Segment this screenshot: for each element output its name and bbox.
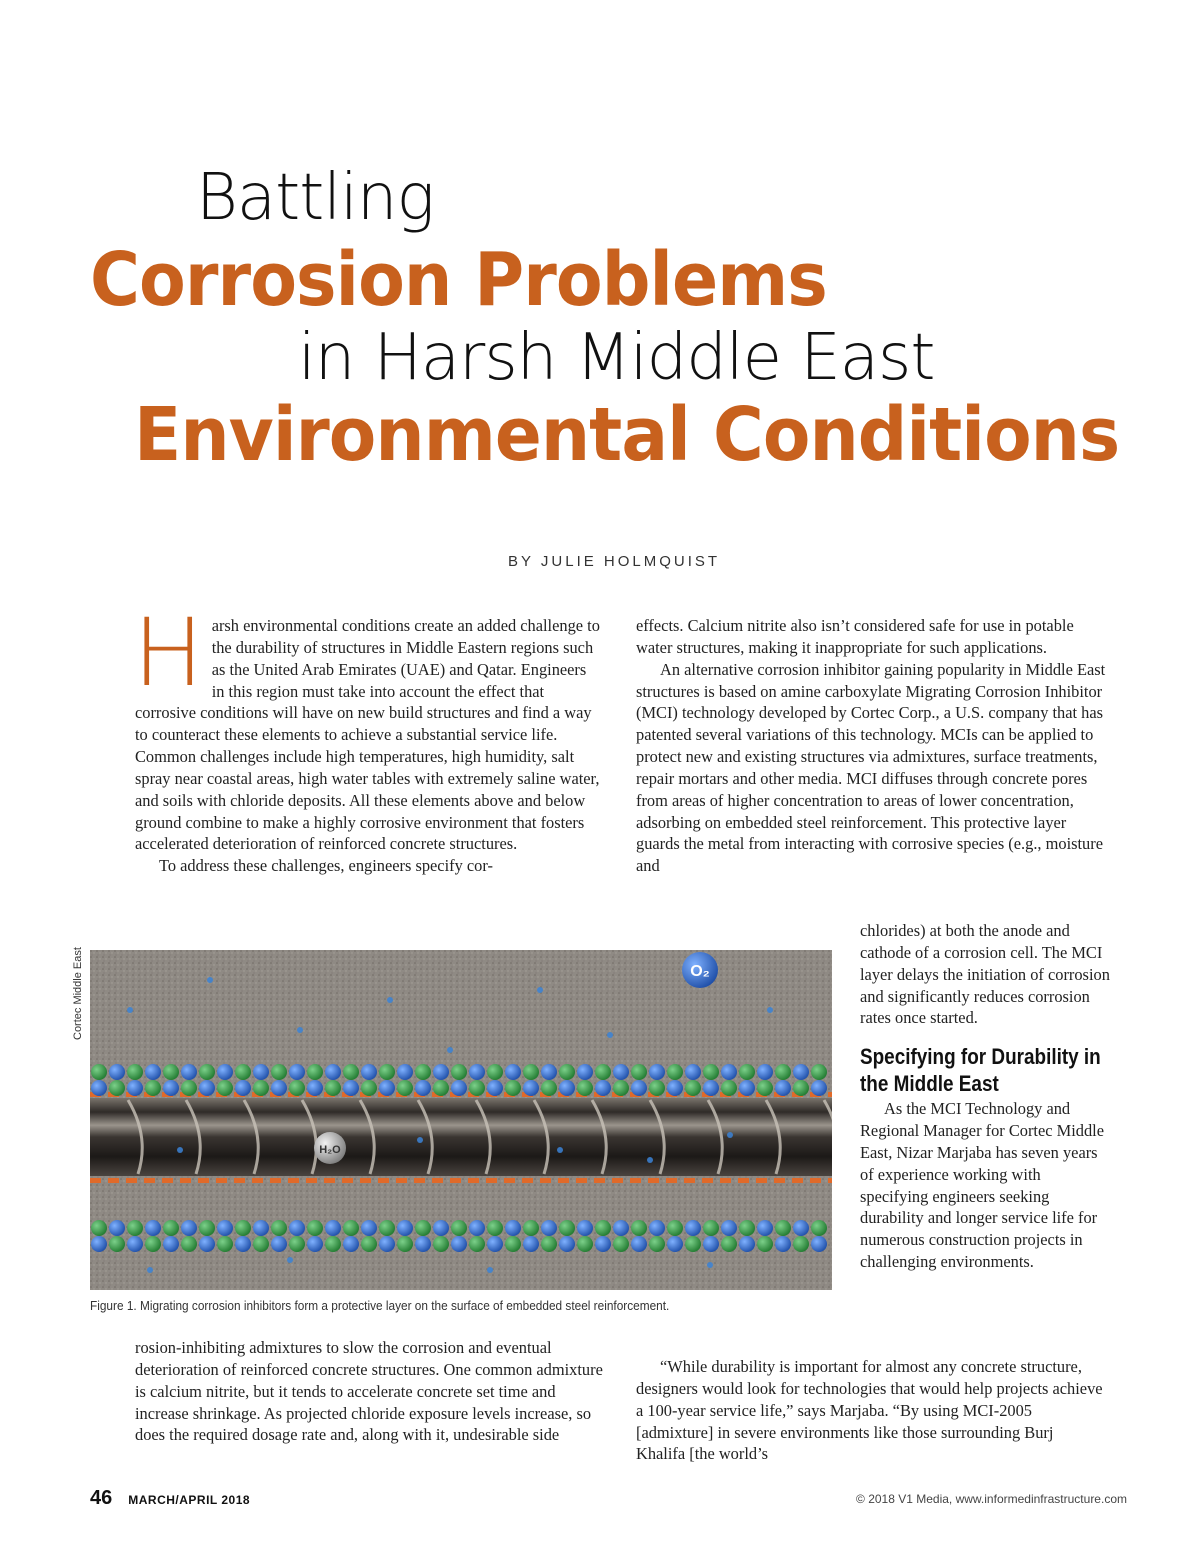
inhibitor-molecule — [361, 1220, 377, 1236]
inhibitor-bar — [720, 1178, 731, 1183]
column-right-narrow — [860, 920, 1110, 1273]
headline-line-battling: Battling — [196, 161, 434, 235]
inhibitor-bar — [216, 1178, 227, 1183]
inhibitor-molecule — [631, 1080, 647, 1096]
byline: BY JULIE HOLMQUIST — [508, 553, 721, 570]
inhibitor-bar — [522, 1178, 533, 1183]
inhibitor-molecule — [757, 1064, 773, 1080]
inhibitor-bar — [774, 1178, 785, 1183]
inhibitor-molecule — [631, 1064, 647, 1080]
inhibitor-molecule — [523, 1080, 539, 1096]
inhibitor-molecule — [199, 1064, 215, 1080]
inhibitor-molecule — [613, 1220, 629, 1236]
inhibitor-bar — [414, 1178, 425, 1183]
inhibitor-molecule — [775, 1080, 791, 1096]
inhibitor-molecule — [613, 1236, 629, 1252]
free-molecule — [707, 1262, 713, 1268]
inhibitor-bar — [468, 1178, 479, 1183]
inhibitor-molecule — [397, 1064, 413, 1080]
inhibitor-molecule — [667, 1080, 683, 1096]
inhibitor-molecule — [145, 1236, 161, 1252]
inhibitor-molecule — [703, 1064, 719, 1080]
section-subhead: Specifying for Durability in the Middle East — [860, 1044, 1101, 1097]
inhibitor-molecule — [343, 1236, 359, 1252]
inhibitor-molecule — [271, 1080, 287, 1096]
inhibitor-molecule — [235, 1080, 251, 1096]
inhibitor-molecule — [721, 1064, 737, 1080]
page-number: 46 — [90, 1487, 113, 1509]
inhibitor-molecule — [739, 1220, 755, 1236]
inhibitor-molecule — [667, 1220, 683, 1236]
inhibitor-molecule — [487, 1080, 503, 1096]
inhibitor-molecule — [397, 1236, 413, 1252]
inhibitor-molecule — [343, 1080, 359, 1096]
inhibitor-molecule — [541, 1080, 557, 1096]
inhibitor-bar — [486, 1178, 497, 1183]
inhibitor-molecule — [109, 1080, 125, 1096]
inhibitor-molecule — [559, 1220, 575, 1236]
inhibitor-molecule — [325, 1080, 341, 1096]
inhibitor-bar — [396, 1178, 407, 1183]
inhibitor-bar — [360, 1178, 371, 1183]
inhibitor-molecule — [793, 1080, 809, 1096]
paragraph-text: arsh environmental conditions create an added challenge to the durability of structures in Middle Eastern regions such as the United Arab Emirates (UAE) and Qatar. Engineers in this region must take into account the effect that corrosive conditions will have on new build structures and find a way to counteract these elements to achieve a substantial service life. Common challenges include high temperatures, high humidity, salt spray near coastal areas, high water tables with extremely saline water, and soils with chloride deposits. All these elements above and below ground combine to make a highly corrosive environment that fosters accelerated deterioration of reinforced concrete structures. — [135, 616, 600, 854]
inhibitor-bar — [108, 1178, 119, 1183]
inhibitor-molecule — [631, 1220, 647, 1236]
inhibitor-bar — [180, 1178, 191, 1183]
inhibitor-bar — [288, 1178, 299, 1183]
inhibitor-molecule — [505, 1220, 521, 1236]
inhibitor-molecule — [289, 1064, 305, 1080]
inhibitor-bar — [126, 1178, 137, 1183]
inhibitor-molecule — [181, 1064, 197, 1080]
inhibitor-molecule — [235, 1220, 251, 1236]
body-paragraph: An alternative corrosion inhibitor gaining popularity in Middle East structures is based on amine carboxylate Migrating Corrosion Inhibitor (MCI) technology developed by Cortec Corp., a U.S. company that has patented several variations of this technology. MCIs can be applied to protect new and existing structures via admixtures, surface treatments, repair mortars and other media. MCI diffuses through concrete pores from areas of higher concentration to areas of lower concentration, adsorbing on embedded steel reinforcement. This protective layer guards the metal from interacting with corrosive species (e.g., moisture and — [636, 659, 1106, 876]
inhibitor-molecule — [685, 1236, 701, 1252]
inhibitor-molecule — [379, 1220, 395, 1236]
inhibitor-molecule — [505, 1236, 521, 1252]
inhibitor-molecule — [253, 1064, 269, 1080]
page-folio — [90, 1487, 250, 1510]
inhibitor-molecule — [271, 1220, 287, 1236]
column-right-top — [636, 615, 1106, 877]
oxygen-molecule — [682, 952, 718, 988]
issue-date: MARCH/APRIL 2018 — [128, 1493, 251, 1507]
inhibitor-molecule — [775, 1064, 791, 1080]
inhibitor-molecule — [721, 1220, 737, 1236]
inhibitor-molecule — [685, 1080, 701, 1096]
inhibitor-molecule — [217, 1236, 233, 1252]
inhibitor-molecule — [811, 1236, 827, 1252]
column-right-bottom — [636, 1356, 1106, 1465]
inhibitor-molecule — [685, 1220, 701, 1236]
inhibitor-bar — [684, 1178, 695, 1183]
inhibitor-molecule — [181, 1236, 197, 1252]
inhibitor-molecule — [577, 1236, 593, 1252]
inhibitor-molecule — [415, 1236, 431, 1252]
inhibitor-bar — [828, 1178, 832, 1183]
column-left-bottom — [135, 1337, 605, 1446]
inhibitor-molecule — [127, 1080, 143, 1096]
inhibitor-molecule — [253, 1220, 269, 1236]
inhibitor-bar — [342, 1178, 353, 1183]
free-molecule — [287, 1257, 293, 1263]
free-molecule — [207, 977, 213, 983]
body-paragraph: To address these challenges, engineers specify cor- — [159, 856, 493, 876]
free-molecule — [607, 1032, 613, 1038]
inhibitor-molecule — [217, 1064, 233, 1080]
inhibitor-molecule — [109, 1220, 125, 1236]
inhibitor-molecule — [541, 1236, 557, 1252]
inhibitor-bar — [666, 1178, 677, 1183]
inhibitor-molecule — [757, 1220, 773, 1236]
inhibitor-molecule — [379, 1236, 395, 1252]
inhibitor-molecule — [451, 1236, 467, 1252]
inhibitor-molecule — [109, 1064, 125, 1080]
inhibitor-molecule — [361, 1080, 377, 1096]
inhibitor-bar — [270, 1178, 281, 1183]
inhibitor-molecule — [703, 1220, 719, 1236]
free-molecule — [147, 1267, 153, 1273]
inhibitor-molecule — [307, 1064, 323, 1080]
headline-line-harsh-middle-east: in Harsh Middle East — [298, 321, 935, 395]
inhibitor-molecule — [307, 1220, 323, 1236]
inhibitor-molecule — [703, 1080, 719, 1096]
inhibitor-molecule — [433, 1080, 449, 1096]
body-paragraph: “While durability is important for almost any concrete structure, designers would look for technologies that would help projects achieve a 100-year service life,” says Marjaba. “By using MCI-2005 [admixture] in severe environments like those surrounding Burj Khalifa [the world’s — [636, 1357, 1103, 1464]
inhibitor-bar — [738, 1178, 749, 1183]
inhibitor-molecule — [811, 1220, 827, 1236]
inhibitor-molecule — [361, 1064, 377, 1080]
inhibitor-molecule — [433, 1236, 449, 1252]
inhibitor-bar — [162, 1178, 173, 1183]
figure-caption: Figure 1. Migrating corrosion inhibitors form a protective layer on the surface of embedded steel reinforcement. — [90, 1298, 670, 1313]
inhibitor-molecule — [595, 1236, 611, 1252]
inhibitor-molecule — [487, 1220, 503, 1236]
inhibitor-molecule — [433, 1220, 449, 1236]
inhibitor-molecule — [145, 1064, 161, 1080]
inhibitor-molecule — [235, 1236, 251, 1252]
free-molecule — [557, 1147, 563, 1153]
inhibitor-molecule — [343, 1064, 359, 1080]
inhibitor-bar — [234, 1178, 245, 1183]
inhibitor-bar — [144, 1178, 155, 1183]
inhibitor-molecule — [523, 1236, 539, 1252]
inhibitor-molecule — [775, 1236, 791, 1252]
free-molecule — [387, 997, 393, 1003]
inhibitor-bar — [648, 1178, 659, 1183]
inhibitor-molecule — [505, 1064, 521, 1080]
drop-cap: H — [133, 599, 204, 708]
inhibitor-molecule — [703, 1236, 719, 1252]
inhibitor-molecule — [163, 1220, 179, 1236]
inhibitor-molecule — [271, 1236, 287, 1252]
inhibitor-bar — [630, 1178, 641, 1183]
inhibitor-molecule — [595, 1064, 611, 1080]
inhibitor-molecule — [793, 1236, 809, 1252]
inhibitor-molecule — [505, 1080, 521, 1096]
inhibitor-molecule — [163, 1236, 179, 1252]
inhibitor-molecule — [325, 1064, 341, 1080]
inhibitor-molecule — [739, 1236, 755, 1252]
inhibitor-molecule — [577, 1064, 593, 1080]
inhibitor-molecule — [775, 1220, 791, 1236]
inhibitor-bar — [198, 1178, 209, 1183]
inhibitor-molecule — [91, 1220, 107, 1236]
inhibitor-molecule — [415, 1220, 431, 1236]
inhibitor-bar — [828, 1092, 832, 1097]
inhibitor-molecule — [577, 1080, 593, 1096]
inhibitor-molecule — [541, 1220, 557, 1236]
body-paragraph: chlorides) at both the anode and cathode of a corrosion cell. The MCI layer delays the initiation of corrosion and significantly reduces corrosion rates once started. — [860, 921, 1110, 1028]
inhibitor-molecule — [523, 1064, 539, 1080]
inhibitor-molecule — [343, 1220, 359, 1236]
inhibitor-molecule — [721, 1236, 737, 1252]
copyright-line: © 2018 V1 Media, www.informedinfrastructure.com — [856, 1492, 1127, 1506]
inhibitor-molecule — [127, 1236, 143, 1252]
free-molecule — [417, 1137, 423, 1143]
inhibitor-molecule — [667, 1236, 683, 1252]
inhibitor-molecule — [253, 1080, 269, 1096]
inhibitor-molecule — [739, 1080, 755, 1096]
body-paragraph: effects. Calcium nitrite also isn’t considered safe for use in potable water structures, making it inappropriate for such applications. — [636, 616, 1074, 657]
free-molecule — [647, 1157, 653, 1163]
free-molecule — [727, 1132, 733, 1138]
free-molecule — [177, 1147, 183, 1153]
inhibitor-bar — [306, 1178, 317, 1183]
inhibitor-molecule — [649, 1236, 665, 1252]
inhibitor-molecule — [325, 1220, 341, 1236]
inhibitor-molecule — [649, 1080, 665, 1096]
inhibitor-molecule — [595, 1220, 611, 1236]
water-molecule — [314, 1132, 346, 1164]
inhibitor-molecule — [181, 1080, 197, 1096]
inhibitor-molecule — [289, 1080, 305, 1096]
inhibitor-molecule — [469, 1220, 485, 1236]
inhibitor-molecule — [145, 1080, 161, 1096]
inhibitor-molecule — [415, 1080, 431, 1096]
inhibitor-molecule — [793, 1064, 809, 1080]
inhibitor-bar — [594, 1178, 605, 1183]
inhibitor-molecule — [145, 1220, 161, 1236]
inhibitor-molecule — [811, 1080, 827, 1096]
inhibitor-molecule — [685, 1064, 701, 1080]
free-molecule — [447, 1047, 453, 1053]
inhibitor-molecule — [379, 1080, 395, 1096]
inhibitor-bar — [558, 1178, 569, 1183]
inhibitor-molecule — [469, 1080, 485, 1096]
inhibitor-molecule — [379, 1064, 395, 1080]
inhibitor-molecule — [595, 1080, 611, 1096]
inhibitor-molecule — [451, 1080, 467, 1096]
inhibitor-molecule — [199, 1080, 215, 1096]
inhibitor-molecule — [397, 1080, 413, 1096]
column-left-top — [133, 599, 600, 877]
inhibitor-molecule — [559, 1080, 575, 1096]
inhibitor-molecule — [487, 1236, 503, 1252]
inhibitor-molecule — [559, 1236, 575, 1252]
inhibitor-molecule — [289, 1236, 305, 1252]
inhibitor-molecule — [361, 1236, 377, 1252]
inhibitor-molecule — [127, 1220, 143, 1236]
inhibitor-molecule — [163, 1064, 179, 1080]
inhibitor-molecule — [487, 1064, 503, 1080]
inhibitor-molecule — [469, 1236, 485, 1252]
inhibitor-bar — [540, 1178, 551, 1183]
inhibitor-molecule — [523, 1220, 539, 1236]
inhibitor-molecule — [667, 1064, 683, 1080]
inhibitor-molecule — [307, 1080, 323, 1096]
inhibitor-molecule — [217, 1080, 233, 1096]
inhibitor-molecule — [469, 1064, 485, 1080]
inhibitor-bar — [810, 1178, 821, 1183]
inhibitor-bar — [324, 1178, 335, 1183]
inhibitor-molecule — [325, 1236, 341, 1252]
inhibitor-molecule — [271, 1064, 287, 1080]
free-molecule — [487, 1267, 493, 1273]
inhibitor-bar — [702, 1178, 713, 1183]
inhibitor-molecule — [577, 1220, 593, 1236]
inhibitor-molecule — [811, 1064, 827, 1080]
figure-image — [90, 950, 832, 1290]
headline-line-environmental-conditions: Environmental Conditions — [134, 392, 1120, 478]
free-molecule — [297, 1027, 303, 1033]
inhibitor-molecule — [541, 1064, 557, 1080]
inhibitor-molecule — [433, 1064, 449, 1080]
inhibitor-molecule — [199, 1220, 215, 1236]
inhibitor-molecule — [217, 1220, 233, 1236]
inhibitor-molecule — [757, 1080, 773, 1096]
free-molecule — [767, 1007, 773, 1013]
inhibitor-molecule — [307, 1236, 323, 1252]
inhibitor-molecule — [649, 1064, 665, 1080]
inhibitor-molecule — [181, 1220, 197, 1236]
inhibitor-molecule — [613, 1064, 629, 1080]
inhibitor-molecule — [721, 1080, 737, 1096]
water-label: H₂O — [319, 1144, 341, 1156]
inhibitor-bar — [612, 1178, 623, 1183]
inhibitor-molecule — [91, 1236, 107, 1252]
oxygen-label: O₂ — [690, 963, 710, 980]
inhibitor-bar — [90, 1178, 101, 1183]
inhibitor-molecule — [253, 1236, 269, 1252]
inhibitor-molecule — [415, 1064, 431, 1080]
inhibitor-bar — [450, 1178, 461, 1183]
inhibitor-molecule — [649, 1220, 665, 1236]
inhibitor-molecule — [199, 1236, 215, 1252]
inhibitor-molecule — [109, 1236, 125, 1252]
body-paragraph: rosion-inhibiting admixtures to slow the corrosion and eventual deterioration of reinforced concrete structures. One common admixture is calcium nitrite, but it tends to accelerate concrete set time and increase shrinkage. As projected chloride exposure levels increase, so does the required dosage rate and, along with it, undesirable side — [135, 1338, 603, 1445]
inhibitor-molecule — [127, 1064, 143, 1080]
inhibitor-molecule — [289, 1220, 305, 1236]
inhibitor-bar — [576, 1178, 587, 1183]
inhibitor-molecule — [451, 1220, 467, 1236]
inhibitor-molecule — [757, 1236, 773, 1252]
inhibitor-bar — [378, 1178, 389, 1183]
article-headline — [0, 0, 1200, 520]
inhibitor-molecule — [91, 1064, 107, 1080]
inhibitor-bar — [252, 1178, 263, 1183]
inhibitor-molecule — [451, 1064, 467, 1080]
body-paragraph — [133, 599, 600, 855]
inhibitor-molecule — [559, 1064, 575, 1080]
inhibitor-molecule — [613, 1080, 629, 1096]
inhibitor-molecule — [163, 1080, 179, 1096]
inhibitor-bar — [792, 1178, 803, 1183]
inhibitor-bar — [756, 1178, 767, 1183]
inhibitor-bar — [432, 1178, 443, 1183]
free-molecule — [127, 1007, 133, 1013]
inhibitor-molecule — [235, 1064, 251, 1080]
free-molecule — [537, 987, 543, 993]
photo-credit: Cortec Middle East — [72, 947, 84, 1040]
body-paragraph: As the MCI Technology and Regional Manager for Cortec Middle East, Nizar Marjaba has seven years of experience working with specifying engineers seeking durability and longer service life for numerous construction projects in challenging environments. — [860, 1099, 1104, 1272]
inhibitor-molecule — [91, 1080, 107, 1096]
inhibitor-molecule — [397, 1220, 413, 1236]
headline-line-corrosion-problems: Corrosion Problems — [90, 237, 827, 323]
inhibitor-molecule — [631, 1236, 647, 1252]
inhibitor-bar — [504, 1178, 515, 1183]
inhibitor-molecule — [793, 1220, 809, 1236]
inhibitor-molecule — [739, 1064, 755, 1080]
